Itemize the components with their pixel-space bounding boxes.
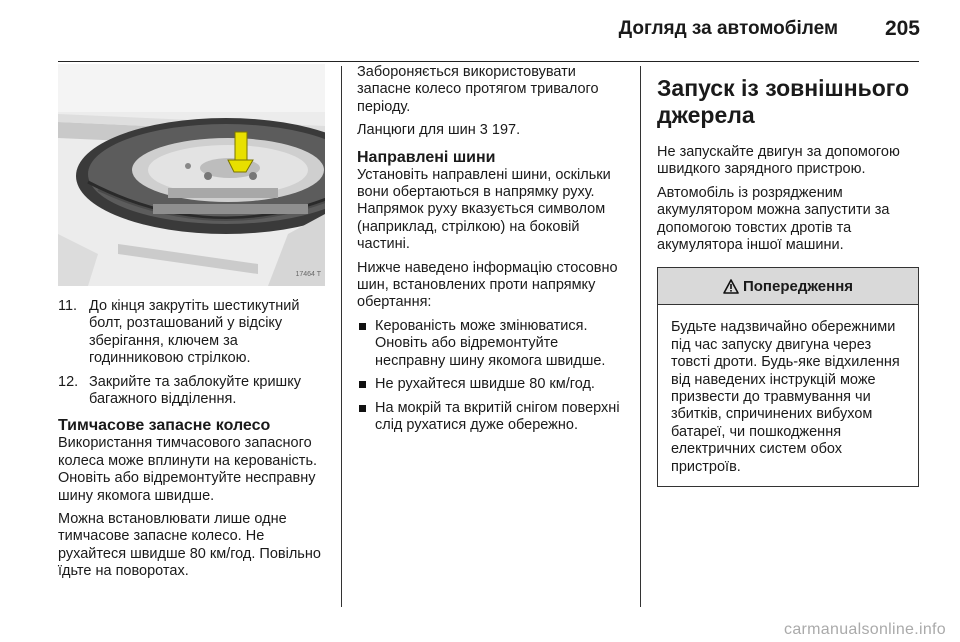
directional-tyres-paragraph-1: Установіть направлені шини, оскільки вони обертаються в напрямку руху. Напрямок руху вказується символом (наприклад, стрілкою) на боковій частині. xyxy=(357,166,611,253)
step-number: 12. xyxy=(58,373,79,390)
column-divider-left xyxy=(341,66,342,607)
directional-tyres-heading: Направлені шини xyxy=(357,148,496,166)
bullet-square-icon xyxy=(359,323,366,330)
reference-text: Ланцюги для шин xyxy=(357,122,476,139)
watermark: carmanualsonline.info xyxy=(784,621,946,638)
reference-page[interactable]: 197. xyxy=(491,122,521,139)
jump-start-heading: Запуск із зовнішнього джерела xyxy=(657,75,910,128)
bullet-item xyxy=(357,400,625,435)
step-item xyxy=(58,374,325,409)
spare-wheel-illustration xyxy=(58,64,325,286)
reference-arrow-icon: 3 xyxy=(479,122,488,139)
step-text: До кінця закрутіть шестикутний болт, розташований у відсіку зберігання, ключем за годинниковою стрілкою. xyxy=(89,298,300,367)
bullet-text: Керованість може змінюватися. Оновіть або відремонтуйте несправну шину якомога швидше. xyxy=(375,317,606,369)
spare-usage-paragraph: Забороняється використовувати запасне колесо протягом тривалого періоду. xyxy=(357,64,599,115)
bullet-text: Не рухайтеся швидше 80 км/год. xyxy=(375,376,595,393)
step-item xyxy=(58,298,325,368)
column-right xyxy=(657,64,919,487)
jump-start-paragraph-1: Не запускайте двигун за допомогою швидкого зарядного пристрою. xyxy=(657,144,900,178)
bullet-text: На мокрій та вкритій снігом поверхні слід рухатися дуже обережно. xyxy=(375,399,620,433)
warning-title: Попередження xyxy=(742,277,854,295)
spare-wheel-figure xyxy=(58,64,325,286)
warning-text: Будьте надзвичайно обережними під час запуску двигуна через товсті дроти. Будь-яке відхилення від наведених інструкцій може призвести до травмування чи збитків, спричинених вибухом батареї, чи пошкодження електричних систем обох пристроїв. xyxy=(671,319,900,475)
temporary-spare-paragraph-1: Використання тимчасового запасного колеса може вплинути на керованість. Оновіть або відремонтуйте несправну шину якомога швидше. xyxy=(58,435,318,504)
column-left xyxy=(58,64,325,587)
bullet-item xyxy=(357,318,625,370)
jump-start-paragraph-2: Автомобіль із розрядженим акумулятором можна запустити за допомогою товстих дротів та акумулятора іншої машини. xyxy=(657,184,890,254)
step-number: 11. xyxy=(58,298,78,314)
directional-tyres-paragraph-2: Нижче наведено інформацію стосовно шин, встановлених проти напрямку обертання: xyxy=(357,259,618,311)
warning-triangle-icon xyxy=(723,279,739,294)
figure-id: 17464 T xyxy=(295,270,321,278)
step-text: Закрийте та заблокуйте кришку багажного відділення. xyxy=(89,373,301,408)
temporary-spare-heading: Тимчасове запасне колесо xyxy=(58,417,271,435)
bullet-item xyxy=(357,376,625,393)
header-divider xyxy=(58,61,919,62)
column-divider-right xyxy=(640,66,641,607)
column-middle xyxy=(357,64,625,440)
bullet-square-icon xyxy=(359,405,366,412)
directional-tyres-bullets xyxy=(357,318,625,434)
temporary-spare-paragraph-2: Можна встановлювати лише одне тимчасове запасне колесо. Не рухайтеся швидше 80 км/год. Повільно їдьте на поворотах. xyxy=(58,511,321,580)
step-list xyxy=(58,298,325,408)
warning-header xyxy=(658,268,918,305)
page-number: 205 xyxy=(884,17,920,40)
bullet-square-icon xyxy=(359,381,366,388)
section-title: Догляд за автомобілем xyxy=(618,18,838,39)
warning-box xyxy=(657,267,919,487)
cross-reference xyxy=(357,122,625,139)
